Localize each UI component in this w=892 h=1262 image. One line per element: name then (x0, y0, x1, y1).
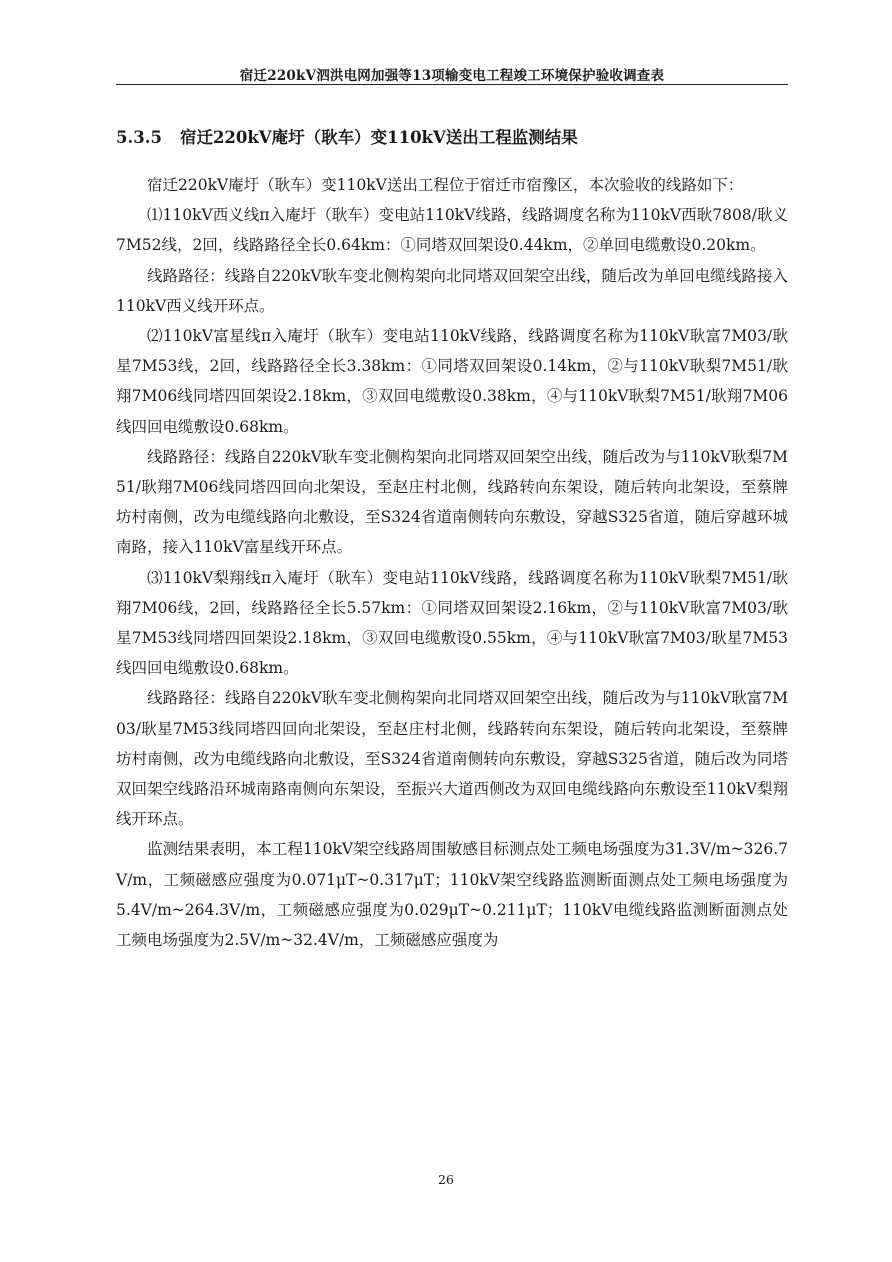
paragraph-monitoring-results: 监测结果表明，本工程110kV架空线路周围敏感目标测点处工频电场强度为31.3V/m~326.7V/m，工频磁感应强度为0.071μT~0.317μT；110kV架空线路监测断面测点处工频电场强度为5.4V/m~264.3V/m，工频磁感应强度为0.029μT~0.211μT；110kV电缆线路监测断面测点处工频电场强度为2.5V/m~32.4V/m，工频磁感应强度为 (116, 840, 788, 950)
paragraph-route-1: 线路路径：线路自220kV耿车变北侧构架向北同塔双回架空出线，随后改为单回电缆线路接入110kV西义线开环点。 (116, 266, 788, 315)
running-header: 宿迁220kV泗洪电网加强等13项输变电工程竣工环境保护验收调查表 (239, 68, 665, 84)
section-number: 5.3.5 (116, 128, 162, 147)
paragraph-route-2: 线路路径：线路自220kV耿车变北侧构架向北同塔双回架空出线，随后改为与110kV耿梨7M51/耿翔7M06线同塔四回向北架设，至赵庄村北侧，线路转向东架设，随后转向北架设，至蔡牌坊村南侧，改为电缆线路向北敷设，至S324省道南侧转向东敷设，穿越S325省道，随后穿越环城南路，接入110kV富星线开环点。 (116, 447, 788, 557)
section-title: 宿迁220kV庵圩（耿车）变110kV送出工程监测结果 (179, 128, 578, 147)
body-text (116, 170, 788, 955)
paragraph-line-2: ⑵110kV富星线π入庵圩（耿车）变电站110kV线路，线路调度名称为110kV耿富7M03/耿星7M53线，2回，线路路径全长3.38km：①同塔双回架设0.14km，②与110kV耿梨7M51/耿翔7M06线同塔四回架设2.18km，③双回电缆敷设0.38km，④与110kV耿梨7M51/耿翔7M06线四回电缆敷设0.68km。 (116, 327, 788, 436)
page-number: 26 (438, 1172, 454, 1187)
paragraph-line-3: ⑶110kV梨翔线π入庵圩（耿车）变电站110kV线路，线路调度名称为110kV耿梨7M51/耿翔7M06线，2回，线路路径全长5.57km：①同塔双回架设2.16km，②与110kV耿富7M03/耿星7M53线同塔四回架设2.18km，③双回电缆敷设0.55km，④与110kV耿富7M03/耿星7M53线四回电缆敷设0.68km。 (116, 568, 788, 678)
paragraph-line-1: ⑴110kV西义线π入庵圩（耿车）变电站110kV线路，线路调度名称为110kV西耿7808/耿义7M52线，2回，线路路径全长0.64km：①同塔双回架设0.44km，②单回电缆敷设0.20km。 (116, 206, 788, 255)
paragraph-intro: 宿迁220kV庵圩（耿车）变110kV送出工程位于宿迁市宿豫区，本次验收的线路如下： (147, 176, 744, 194)
paragraph-route-3: 线路路径：线路自220kV耿车变北侧构架向北同塔双回架空出线，随后改为与110kV耿富7M03/耿星7M53线同塔四回向北架设，至赵庄村北侧，线路转向东架设，随后转向北架设，至蔡牌坊村南侧，改为电缆线路向北敷设，至S324省道南侧转向东敷设，穿越S325省道，随后改为同塔双回架空线路沿环城南路南侧向东架设，至振兴大道西侧改为双回电缆线路向东敷设至110kV梨翔线开环点。 (116, 689, 788, 829)
section-heading (116, 124, 578, 148)
header-rule (116, 84, 788, 85)
